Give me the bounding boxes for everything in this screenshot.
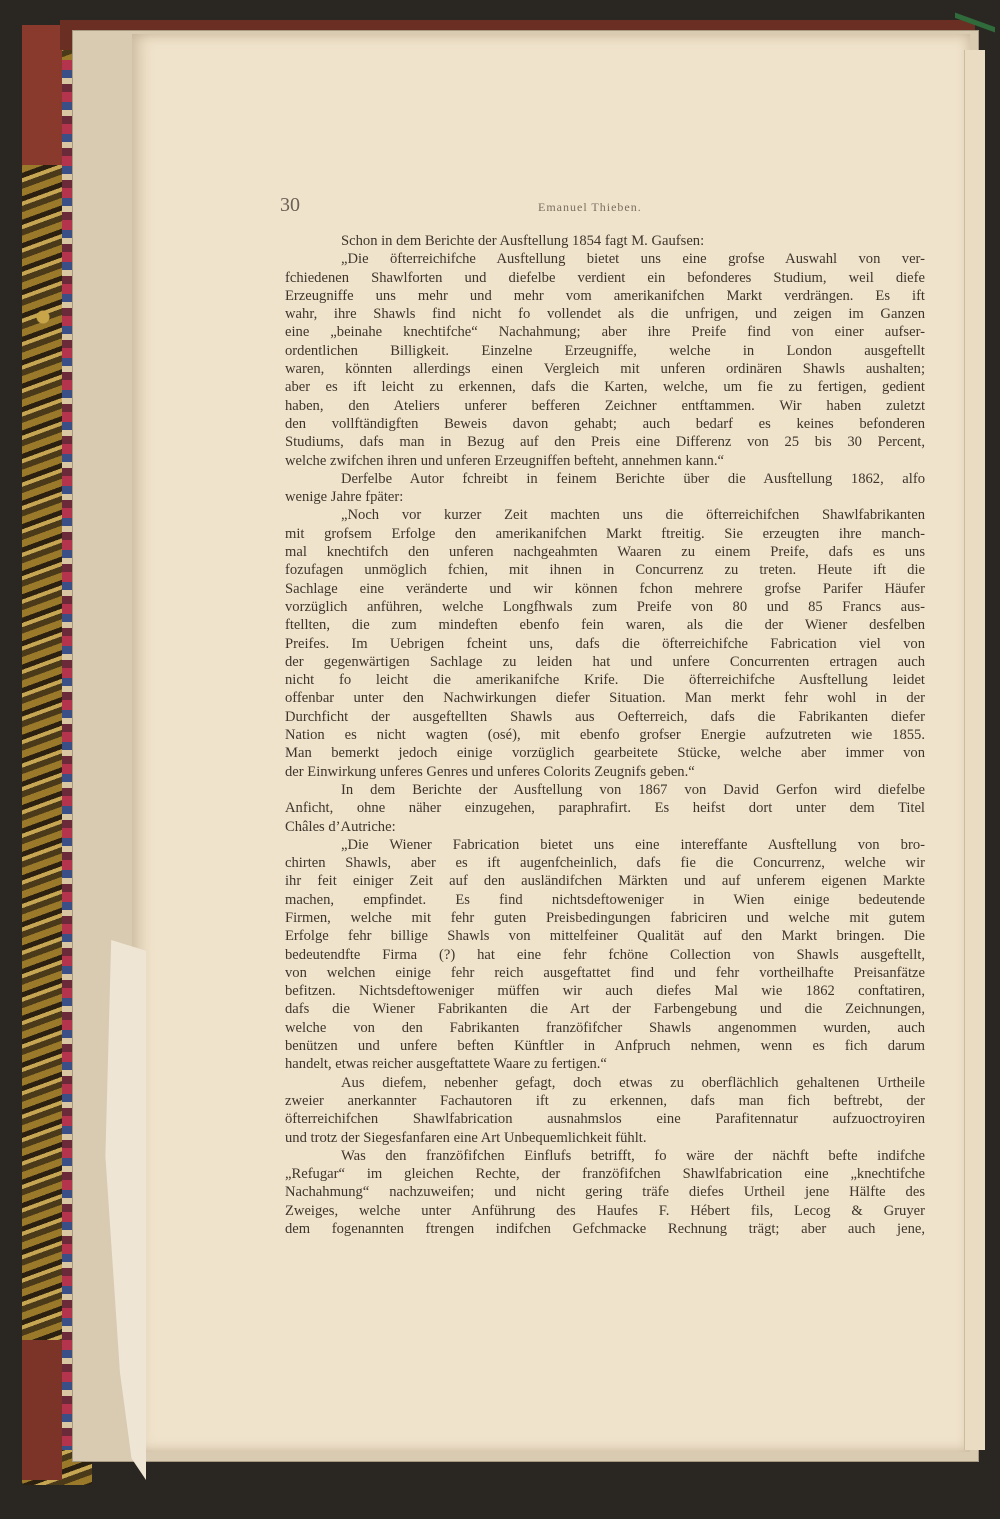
text-line: mit grofsem Erfolge den amerikanifchen Markt ftreitig. Sie erzeugten ihre manch- — [285, 525, 925, 542]
text-line: welche von den Fabrikanten franzöfifcher Shawls angenommen wurden, auch — [285, 1019, 925, 1036]
text-line: ordentlichen Billigkeit. Einzelne Erzeugniffe, welche in London ausgeftellt — [285, 342, 925, 359]
text-line: benützen und unfere beften Künftler in Anfpruch nehmen, wenn es fich darum — [285, 1038, 925, 1055]
text-line: Zweiges, welche unter Anführung des Haufes F. Hébert fils, Lecog & Gruyer — [285, 1202, 925, 1219]
text-line: der Einwirkung unferes Genres und unferes Colorits Zeugnifs geben.“ — [285, 763, 695, 780]
text-line: offenbar unter den Nachwirkungen diefer Situation. Man merkt fehr wohl in der — [285, 690, 925, 707]
text-line: Anficht, ohne näher einzugehen, paraphrafirt. Es heifst dort unter dem Titel — [285, 800, 925, 817]
text-line: waren, könnten allerdings einen Vergleich mit unferen ordinären Shawls aushalten; — [285, 361, 925, 378]
text-line: Nation es nicht wagten (osé), mit ebenfo grofser Energie aufzutreten wie 1855. — [285, 727, 925, 744]
text-line: von welchen einige fehr reich ausgeftattet find und fehr vortheilhafte Preisanfätze — [285, 964, 925, 981]
text-line: zweier anerkannter Fachautoren ift zu erkennen, dafs man fich beftrebt, der — [285, 1092, 925, 1109]
cover-leather-top — [22, 25, 62, 165]
text-line: „Die öfterreichifche Ausftellung bietet uns eine grofse Auswahl von ver- — [341, 251, 925, 268]
text-line: In dem Berichte der Ausftellung von 1867 von David Gerfon wird diefelbe — [341, 781, 925, 798]
text-line: haben, den Ateliers unferer befferen Zeichner entftammen. Wir haben zuletzt — [285, 397, 925, 414]
text-line: Erzeugniffe uns mehr und mehr vom amerikanifchen Markt verdrängen. Es ift — [285, 287, 925, 304]
text-line: Firmen, welche mit fehr guten Preisbedingungen fabriciren und welche mit gutem — [285, 909, 925, 926]
text-line: wahr, ihre Shawls find nicht fo vollendet als die unfrigen, und zeigen im Ganzen — [285, 306, 925, 323]
text-line: Durchficht der ausgeftellten Shawls aus Oefterreich, dafs die Fabrikanten diefer — [285, 708, 925, 725]
text-line: „Refugar“ im gleichen Rechte, der franzöfifchen Shawlfabrication eine „knechtifche — [285, 1166, 925, 1183]
text-line: öfterreichifchen Shawlfabrication ausnahmslos eine Parafitennatur aufzuoctroyiren — [285, 1111, 925, 1128]
text-line: Sachlage eine veränderte und wir können fchon mehrere grofse Parifer Häufer — [285, 580, 925, 597]
cover-leather-bottom — [22, 1340, 62, 1480]
text-line: mal knechtifch den unferen nachgeahmten Waaren zu einem Preife, dafs es uns — [285, 544, 925, 561]
text-line: fozufagen unmöglich fchien, mit ihnen in Concurrenz zu treten. Heute ift die — [285, 562, 925, 579]
text-line: und trotz der Siegesfanfaren eine Art Unbequemlichkeit fühlt. — [285, 1129, 647, 1146]
text-line: Châles d’Autriche: — [285, 818, 396, 835]
text-line: Preifes. Im Uebrigen fcheint uns, dafs die öfterreichifche Fabrication viel von — [285, 635, 925, 652]
next-page-edge — [964, 50, 985, 1450]
body-text — [285, 232, 925, 1238]
text-line: Derfelbe Autor fchreibt in feinem Berichte über die Ausftellung 1862, alfo — [341, 470, 925, 487]
text-line: handelt, etwas reicher ausgeftattete Waare zu fertigen.“ — [285, 1056, 607, 1073]
text-line: Nachahmung“ nachzuweifen; und nicht gering träfe diefes Urtheil jene Hälfte des — [285, 1184, 925, 1201]
text-line: dafs die Wiener Fabrikanten die Art der Farbengebung und die Zeichnungen, — [285, 1001, 925, 1018]
text-line: ftellten, die zum mindeften ebenfo fein waren, als die der Wiener desfelben — [285, 617, 925, 634]
text-line: Schon in dem Berichte der Ausftellung 1854 fagt M. Gaufsen: — [341, 233, 705, 249]
running-title: Emanuel Thieben. — [538, 200, 642, 214]
text-line: vorzüglich anführen, welche Longfhwals zum Preife von 80 und 85 Francs aus- — [285, 598, 925, 615]
text-line: machen, empfindet. Es find nichtsdeftoweniger in Wien einige bedeutende — [285, 891, 925, 908]
text-line: Was den franzöfifchen Einflufs betrifft, fo wäre der nächft befte indifche — [341, 1147, 925, 1164]
text-line: Studiums, dafs man in Bezug auf den Preis eine Differenz von 25 bis 30 Percent, — [285, 434, 925, 451]
text-line: bedeutendfte Firma (?) hat eine fehr fchöne Collection von Shawls ausgeftellt, — [285, 946, 925, 963]
text-line: Man bemerkt jedoch einige vorzüglich gearbeitete Stücke, welche aber immer von — [285, 745, 925, 762]
text-line: befitzen. Nichtsdeftoweniger müffen wir auch diefes Mal wie 1862 conftatiren, — [285, 983, 925, 1000]
text-line: fchiedenen Shawlforten und diefelbe verdient ein befonderes Studium, weil diefe — [285, 269, 925, 286]
text-line: chirten Shawls, aber es ift augenfcheinlich, dafs fie die Concurrenz, welche wir — [285, 855, 925, 872]
page-number: 30 — [280, 194, 300, 216]
text-line: dem fogenannten ftrengen indifchen Gefchmacke Rechnung trägt; aber auch jene, — [285, 1221, 925, 1238]
text-line: der gegenwärtigen Sachlage zu leiden hat und unfere Concurrenten ertragen auch — [285, 653, 925, 670]
text-line: den vollftändigften Beweis davon gehabt; auch bedarf es keines befonderen — [285, 415, 925, 432]
text-line: Erfolge fehr billige Shawls von mittelfeiner Qualität auf den Markt bringen. Die — [285, 928, 925, 945]
text-line: „Noch vor kurzer Zeit machten uns die öfterreichifchen Shawlfabrikanten — [341, 507, 925, 524]
text-line: aber es ift leicht zu erkennen, dafs die Karten, welche, um fie zu fertigen, gedient — [285, 379, 925, 396]
text-line: eine „beinahe knechtifche“ Nachahmung; aber ihre Preife find von einer aufser- — [285, 324, 925, 341]
text-line: nicht fo leicht die amerikanifche Krife. Die öfterreichifche Ausftellung leidet — [285, 672, 925, 689]
text-line: ihr feit einiger Zeit auf den ausländifchen Märkten und auf unferem eigenen Markte — [285, 873, 925, 890]
text-line: „Die Wiener Fabrication bietet uns eine intereffante Ausftellung von bro- — [341, 836, 925, 853]
page-header — [280, 194, 900, 220]
text-line: Aus diefem, nebenher gefagt, doch etwas zu oberflächlich gehaltenen Urtheile — [341, 1074, 925, 1091]
text-line: wenige Jahre fpäter: — [285, 489, 404, 506]
text-line: welche zwifchen ihren und unferen Erzeugniffen befteht, annehmen kann.“ — [285, 452, 724, 469]
